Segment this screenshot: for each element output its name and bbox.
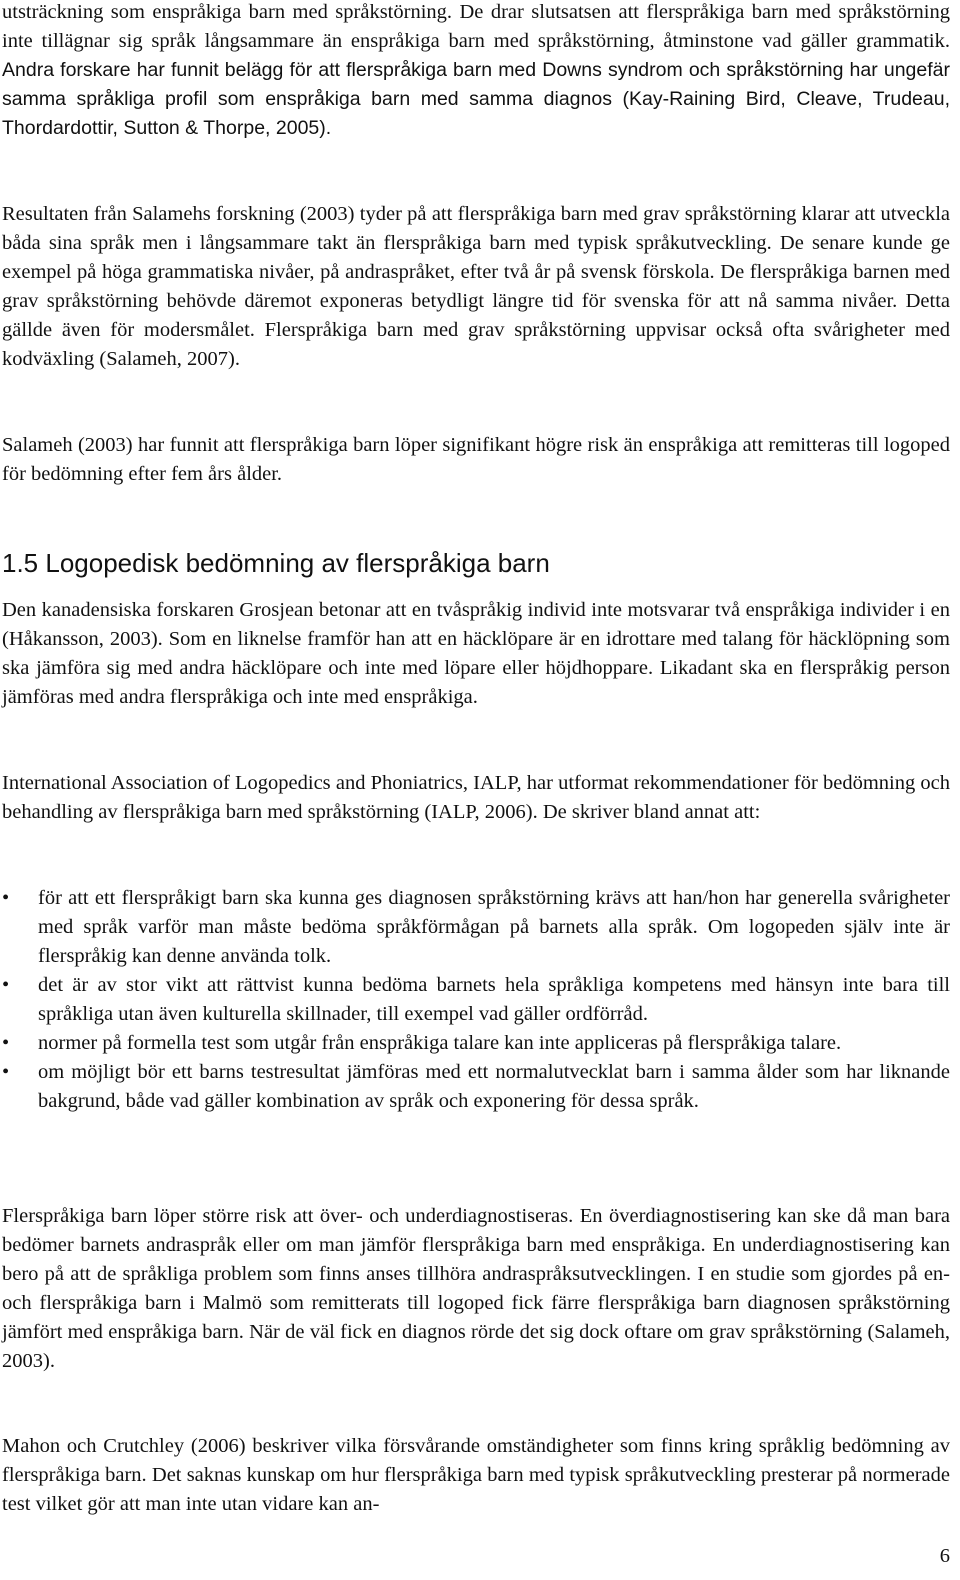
paragraph-2: Resultaten från Salamehs forskning (2003) tyder på att flerspråkiga barn med grav språkstörning klarar att utveckla båda sina språk men i långsammare takt än flerspråkiga barn med typisk språkutveckling. De senare kunde ge exempel på höga grammatiska nivåer, på andraspråket, efter två år på svensk förskola. De flerspråkiga barnen med grav språkstörning behövde däremot exponeras betydligt längre tid för svenska för att nå samma nivåer. Detta gällde även för modersmålet. Flerspråkiga barn med grav språkstörning uppvisar också ofta svårigheter med kodväxling (Salameh, 2007). <box>2 203 950 370</box>
paragraph-4: Den kanadensiska forskaren Grosjean betonar att en tvåspråkig individ inte motsvarar två enspråkiga individer i en (Håkansson, 2003). Som en liknelse framför han att en häcklöpare är en idrottare med talang för häcklöpning som ska jämföra sig med andra häcklöpare och inte med löpare eller höjdhoppare. Likadant ska en flerspråkig person jämföras med andra flerspråkiga och inte med enspråkiga. <box>2 599 950 708</box>
list-item <box>0 1058 950 1116</box>
list-item-text: det är av stor vikt att rättvist kunna bedöma barnets hela språkliga kompetens med hänsyn inte bara till språkliga utan även kulturella skillnader, till exempel vad gäller ordförråd. <box>38 974 950 1025</box>
list-item-text: om möjligt bör ett barns testresultat jämföras med ett normalutvecklat barn i samma ålder som har liknande bakgrund, både vad gäller kombination av språk och exponering för dessa språk. <box>38 1061 950 1112</box>
paragraph-5: International Association of Logopedics and Phoniatrics, IALP, har utformat rekommendationer för bedömning och behandling av flerspråkiga barn med språkstörning (IALP, 2006). De skriver bland annat att: <box>2 772 950 823</box>
list-item-text: för att ett flerspråkigt barn ska kunna ges diagnosen språkstörning krävs att han/hon har generella svårigheter med språk varför man måste bedöma språkförmågan på barnets alla språk. Om logopeden själv inte är flerspråkig kan denne använda tolk. <box>38 887 950 967</box>
bullet-marker: • <box>2 887 10 909</box>
paragraph-7: Mahon och Crutchley (2006) beskriver vilka försvårande omständigheter som finns kring språklig bedömning av flerspråkiga barn. Det saknas kunskap om hur flerspråkiga barn med typisk språkutveckling presterar på normerade test vilket gör att man inte utan vidare kan an- <box>2 1435 950 1515</box>
paragraph-1 <box>2 0 950 143</box>
list-item <box>0 971 950 1029</box>
bullet-marker: • <box>2 1032 10 1054</box>
paragraph-1-sans-text: Andra forskare har funnit belägg för att flerspråkiga barn med Downs syndrom och språkstörning har ungefär samma språkliga profil som enspråkiga barn med samma diagnos (Kay-Raining Bird, Cleave, Trudeau, Thordardottir, Sutton & Thorpe, 2005). <box>2 59 950 139</box>
list-item <box>0 1029 950 1058</box>
list-item-text: normer på formella test som utgår från enspråkiga talare kan inte appliceras på flerspråkiga talare. <box>38 1032 842 1054</box>
bullet-marker: • <box>2 974 10 996</box>
paragraph-3: Salameh (2003) har funnit att flerspråkiga barn löper signifikant högre risk än enspråkiga att remitteras till logoped för bedömning efter fem års ålder. <box>2 434 950 485</box>
paragraph-6: Flerspråkiga barn löper större risk att över- och underdiagnostiseras. En överdiagnostisering kan ske då man bara bedömer barnets andraspråk eller om man jämför flerspråkiga barn med enspråkiga. En underdiagnostisering kan bero på att de språkliga problem som finns anses tillhöra andraspråksutvecklingen. I en studie som gjordes på en- och flerspråkiga barn i Malmö som remitterats till logoped fick färre flerspråkiga barn diagnosen språkstörning jämfört med enspråkiga barn. När de väl fick en diagnos rörde det sig dock oftare om grav språkstörning (Salameh, 2003). <box>2 1205 950 1372</box>
bullet-marker: • <box>2 1061 10 1083</box>
paragraph-1-serif-text: utsträckning som enspråkiga barn med språkstörning. De drar slutsatsen att flerspråkiga barn med språkstörning inte tillägnar sig språk långsammare än enspråkiga barn med språkstörning, åtminstone vad gäller grammatik. <box>2 1 950 52</box>
section-heading: 1.5 Logopedisk bedömning av flerspråkiga barn <box>2 548 550 578</box>
list-item <box>0 884 950 971</box>
recommendation-list <box>0 884 950 1116</box>
page-number: 6 <box>939 1545 950 1567</box>
